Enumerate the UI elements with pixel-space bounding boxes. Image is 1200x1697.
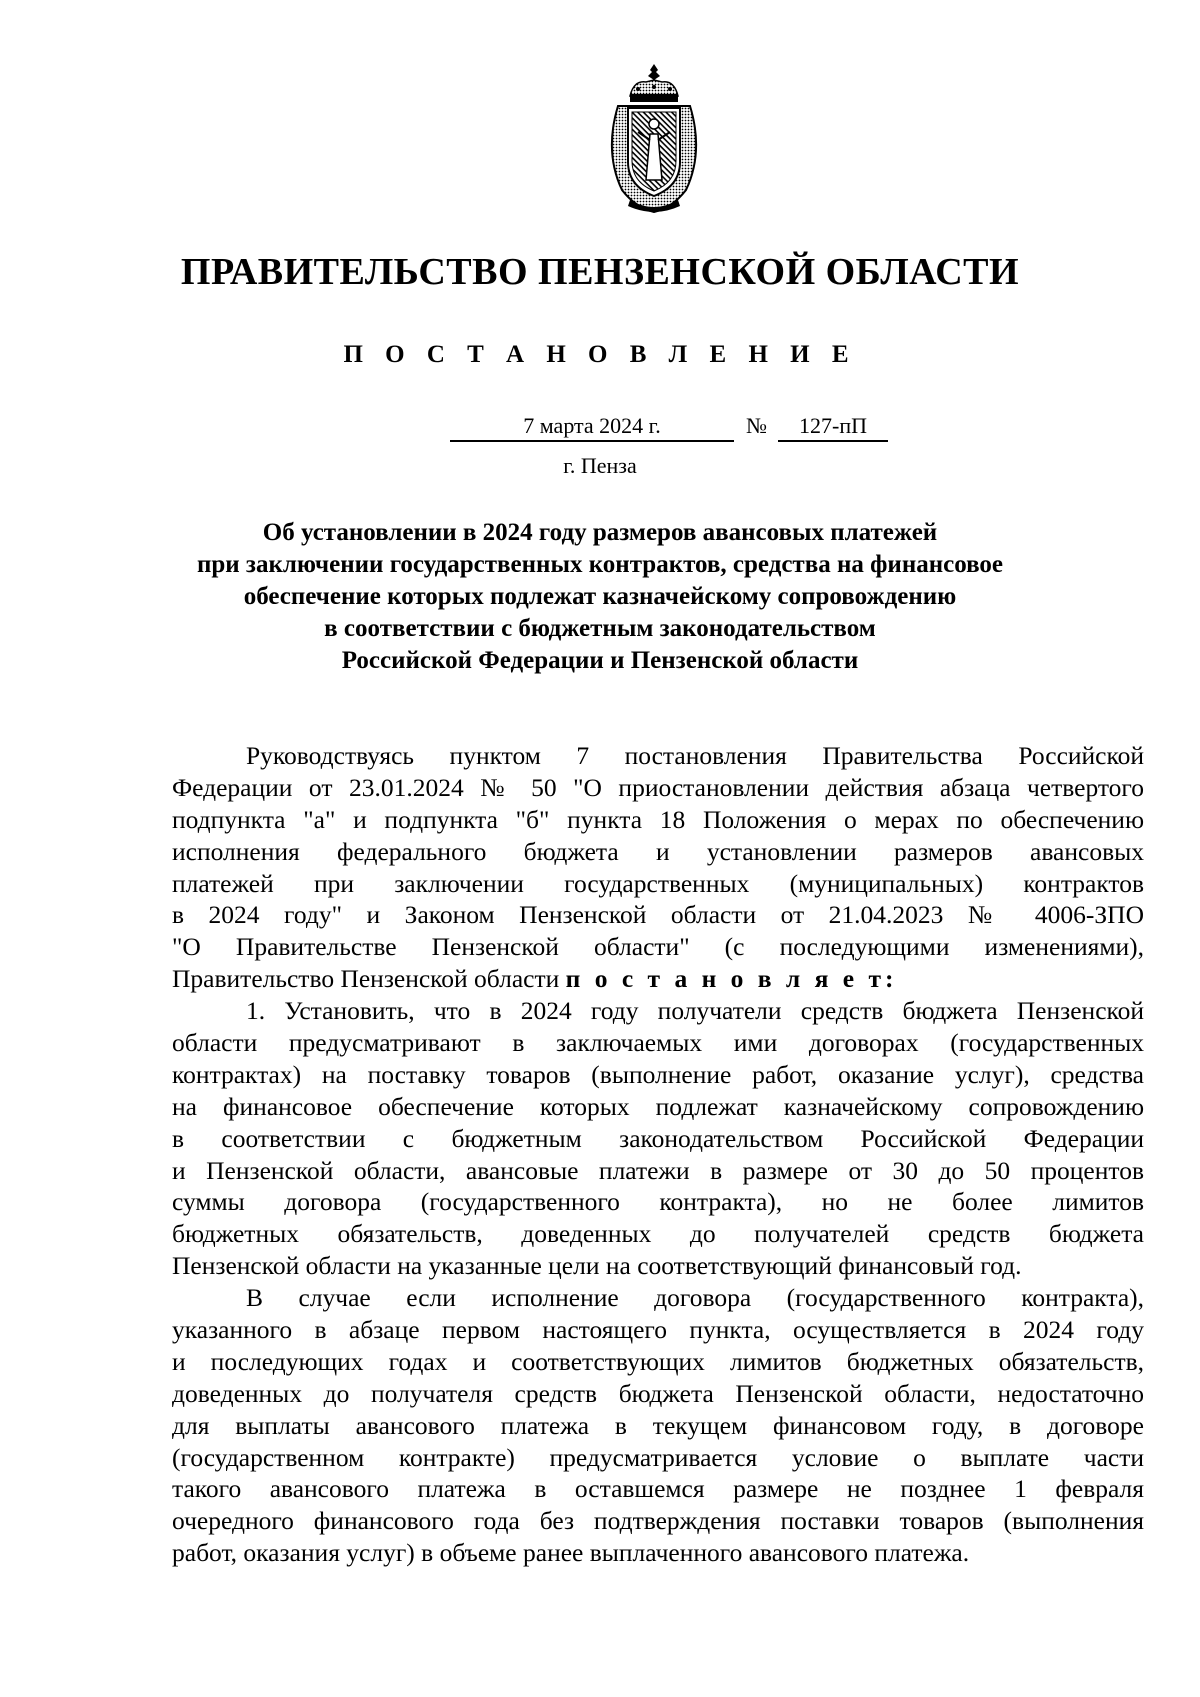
body-line: для выплаты авансового платежа в текущем финансовом году, в договоре [172, 1410, 1144, 1440]
preamble-last-text: Правительство Пензенской области [172, 964, 566, 994]
body-line: подпункта "а" и подпункта "б" пункта 18 Положения о мерах по обеспечению [172, 804, 1144, 834]
body-line: бюджетных обязательств, доведенных до получателей средств бюджета [172, 1219, 1144, 1249]
body-line: доведенных до получателя средств бюджета Пензенской области, недостаточно [172, 1378, 1144, 1408]
resolves-word: п о с т а н о в л я е т [565, 964, 885, 994]
body-line: очередного финансового года без подтверждения поставки товаров (выполнения [172, 1506, 1144, 1536]
body-line [172, 963, 1144, 995]
body-line: работ, оказания услуг) в объеме ранее выплаченного авансового платежа. [172, 1538, 970, 1568]
body-line: "О Правительстве Пензенской области" (с последующими изменениями), [172, 932, 1144, 962]
document-date: 7 марта 2024 г. [450, 412, 734, 442]
body-line: Пензенской области на указанные цели на соответствующий финансовый год. [172, 1251, 1022, 1281]
subject-line: обеспечение которых подлежат казначейскому сопровождению [243, 583, 957, 610]
body-line: суммы договора (государственного контракта), но не более лимитов [172, 1187, 1144, 1217]
body-line: и последующих годах и соответствующих лимитов бюджетных обязательств, [172, 1346, 1144, 1376]
body-line: в соответствии с бюджетным законодательством Российской Федерации [172, 1123, 1144, 1153]
document-body [172, 740, 1144, 1569]
document-subject [150, 517, 1050, 677]
body-line: Руководствуясь пунктом 7 постановления Правительства Российской [246, 741, 1144, 770]
body-line: платежей при заключении государственных (муниципальных) контрактов [172, 868, 1144, 898]
organization-title: ПРАВИТЕЛЬСТВО ПЕНЗЕНСКОЙ ОБЛАСТИ [180, 251, 1020, 293]
subject-line: в соответствии с бюджетным законодательством [324, 615, 876, 642]
body-line: в 2024 году" и Законом Пензенской области от 21.04.2023 № 4006-ЗПО [172, 900, 1144, 930]
body-line: Федерации от 23.01.2024 № 50 "О приостановлении действия абзаца четвертого [172, 772, 1144, 802]
body-line: указанного в абзаце первом настоящего пункта, осуществляется в 2024 году [172, 1315, 1144, 1345]
item-1-second-paragraph [172, 1282, 1144, 1569]
body-line: такого авансового платежа в оставшемся размере не позднее 1 февраля [172, 1474, 1144, 1504]
body-line: контрактах) на поставку товаров (выполнение работ, оказание услуг), средства [172, 1059, 1144, 1089]
body-line: 1. Установить, что в 2024 году получатели средств бюджета Пензенской [246, 996, 1144, 1026]
body-line: области предусматривают в заключаемых ими договорах (государственных [172, 1028, 1144, 1058]
item-1-paragraph [172, 995, 1144, 1282]
subject-line: при заключении государственных контрактов, средства на финансовое [196, 551, 1004, 578]
number-sign: № [746, 413, 767, 438]
penza-region-coat-of-arms-icon [600, 62, 708, 214]
document-number: 127-пП [778, 412, 888, 442]
resolves-colon: : [884, 964, 894, 994]
city: г. Пенза [563, 453, 637, 478]
body-line: и Пензенской области, авансовые платежи в размере от 30 до 50 процентов [172, 1155, 1144, 1185]
subject-line: Об установлении в 2024 году размеров авансовых платежей [262, 519, 938, 546]
body-line: на финансовое обеспечение которых подлежат казначейскому сопровождению [172, 1091, 1144, 1121]
body-line: исполнения федерального бюджета и установлении размеров авансовых [172, 836, 1144, 866]
body-line: (государственном контракте) предусматривается условие о выплате части [172, 1442, 1144, 1472]
document-type: П О С Т А Н О В Л Е Н И Е [343, 341, 857, 368]
subject-line: Российской Федерации и Пензенской области [341, 647, 859, 674]
body-line: В случае если исполнение договора (государственного контракта), [246, 1283, 1144, 1313]
preamble-paragraph [172, 740, 1144, 995]
